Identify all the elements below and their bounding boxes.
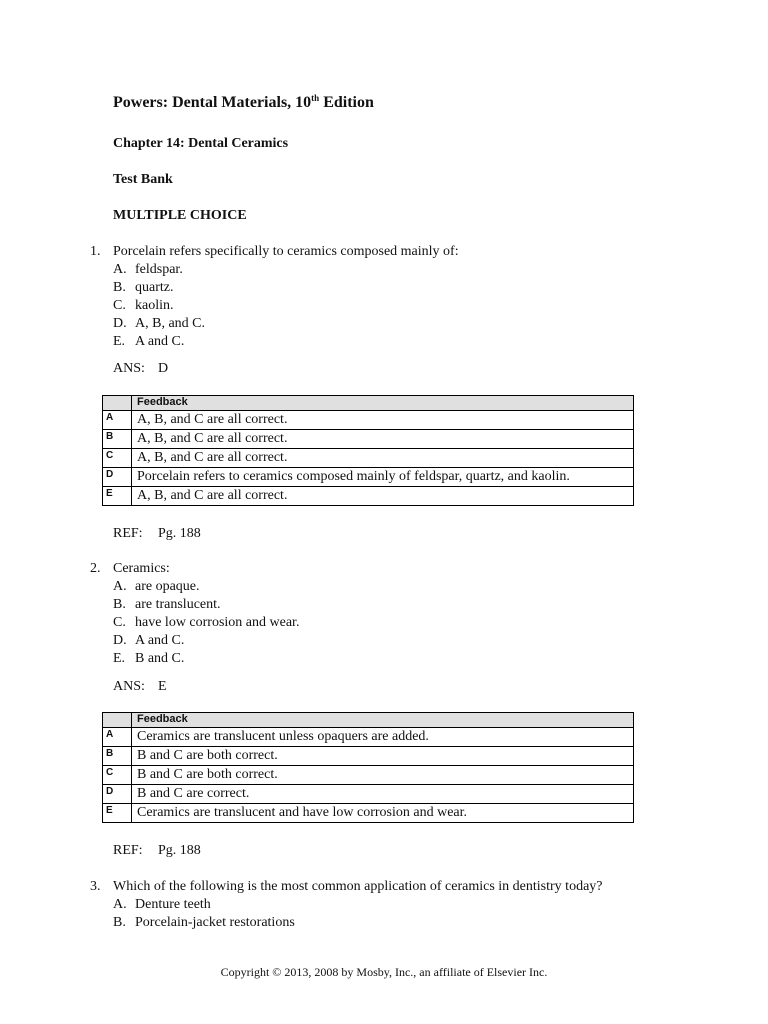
option-text: A, B, and C. [135,316,205,331]
option-letter: C. [113,298,126,313]
option-e [113,333,690,351]
option-d [113,315,690,333]
option-text: have low corrosion and wear. [135,615,300,630]
option-b [113,279,690,297]
question-stem: Porcelain refers specifically to ceramics composed mainly of: [113,244,459,259]
option-text: B and C. [135,651,185,666]
option-letter: B. [113,597,126,612]
feedback-text: Ceramics are translucent and have low corrosion and wear. [132,804,634,823]
option-a [113,578,690,596]
feedback-letter: C [103,449,132,468]
option-d [113,632,690,650]
feedback-text: B and C are both correct. [132,766,634,785]
feedback-letter: B [103,747,132,766]
feedback-letter: E [103,487,132,506]
option-letter: D. [113,633,127,648]
feedback-text: A, B, and C are all correct. [132,487,634,506]
book-title-text: Powers: Dental Materials, 10 [113,94,312,111]
question-1 [90,243,690,351]
option-letter: A. [113,579,127,594]
feedback-text: B and C are both correct. [132,747,634,766]
option-letter: A. [113,262,127,277]
book-title-suffix: Edition [319,94,374,111]
option-letter: D. [113,316,127,331]
feedback-header: Feedback [132,713,634,728]
feedback-header: Feedback [132,396,634,411]
feedback-letter: A [103,728,132,747]
feedback-row [103,430,634,449]
feedback-letter: D [103,785,132,804]
option-c [113,297,690,315]
feedback-text: Ceramics are translucent unless opaquers are added. [132,728,634,747]
answer-1 [113,360,168,378]
answer-2 [113,678,167,696]
feedback-row [103,804,634,823]
option-letter: B. [113,915,126,930]
reference-label: REF: [113,526,143,541]
feedback-header-row [103,396,634,411]
feedback-letter: A [103,411,132,430]
option-letter: A. [113,897,127,912]
feedback-row [103,487,634,506]
feedback-letter: B [103,430,132,449]
question-3 [90,878,690,932]
option-text: A and C. [135,334,185,349]
option-text: Porcelain-jacket restorations [135,915,295,930]
feedback-text: Porcelain refers to ceramics composed mainly of feldspar, quartz, and kaolin. [132,468,634,487]
feedback-row [103,785,634,804]
edition-superscript: th [311,93,320,103]
answer-label: ANS: [113,361,145,376]
feedback-row [103,728,634,747]
option-a [113,896,690,914]
feedback-letter: E [103,804,132,823]
option-text: are translucent. [135,597,221,612]
feedback-row [103,747,634,766]
section-heading: MULTIPLE CHOICE [113,208,247,223]
feedback-row [103,449,634,468]
option-c [113,614,690,632]
copyright-footer: Copyright © 2013, 2008 by Mosby, Inc., an affiliate of Elsevier Inc. [220,965,548,979]
feedback-text: A, B, and C are all correct. [132,430,634,449]
question-number: 3. [90,879,101,894]
feedback-letter: D [103,468,132,487]
reference-2 [113,842,201,860]
feedback-table-2 [102,712,634,823]
feedback-header-row [103,713,634,728]
option-letter: E. [113,651,126,666]
feedback-text: B and C are correct. [132,785,634,804]
option-text: quartz. [135,280,174,295]
option-letter: C. [113,615,126,630]
reference-value: Pg. 188 [158,526,201,541]
option-letter: E. [113,334,126,349]
reference-label: REF: [113,843,143,858]
question-number: 2. [90,561,101,576]
option-a [113,261,690,279]
option-b [113,914,690,932]
option-letter: B. [113,280,126,295]
feedback-table-1 [102,395,634,506]
test-bank-heading: Test Bank [113,172,173,187]
answer-value: E [158,679,167,694]
question-2 [90,560,690,668]
feedback-row [103,766,634,785]
answer-label: ANS: [113,679,145,694]
question-stem: Ceramics: [113,561,170,576]
reference-1 [113,525,201,543]
reference-value: Pg. 188 [158,843,201,858]
option-text: A and C. [135,633,185,648]
feedback-row [103,411,634,430]
question-stem: Which of the following is the most common application of ceramics in dentistry today? [113,879,603,894]
option-text: feldspar. [135,262,183,277]
option-e [113,650,690,668]
answer-value: D [158,361,169,376]
chapter-heading: Chapter 14: Dental Ceramics [113,136,289,151]
option-text: Denture teeth [135,897,211,912]
feedback-text: A, B, and C are all correct. [132,411,634,430]
option-text: are opaque. [135,579,200,594]
feedback-text: A, B, and C are all correct. [132,449,634,468]
option-b [113,596,690,614]
feedback-row [103,468,634,487]
book-title [113,94,374,112]
option-text: kaolin. [135,298,174,313]
feedback-letter: C [103,766,132,785]
question-number: 1. [90,244,101,259]
